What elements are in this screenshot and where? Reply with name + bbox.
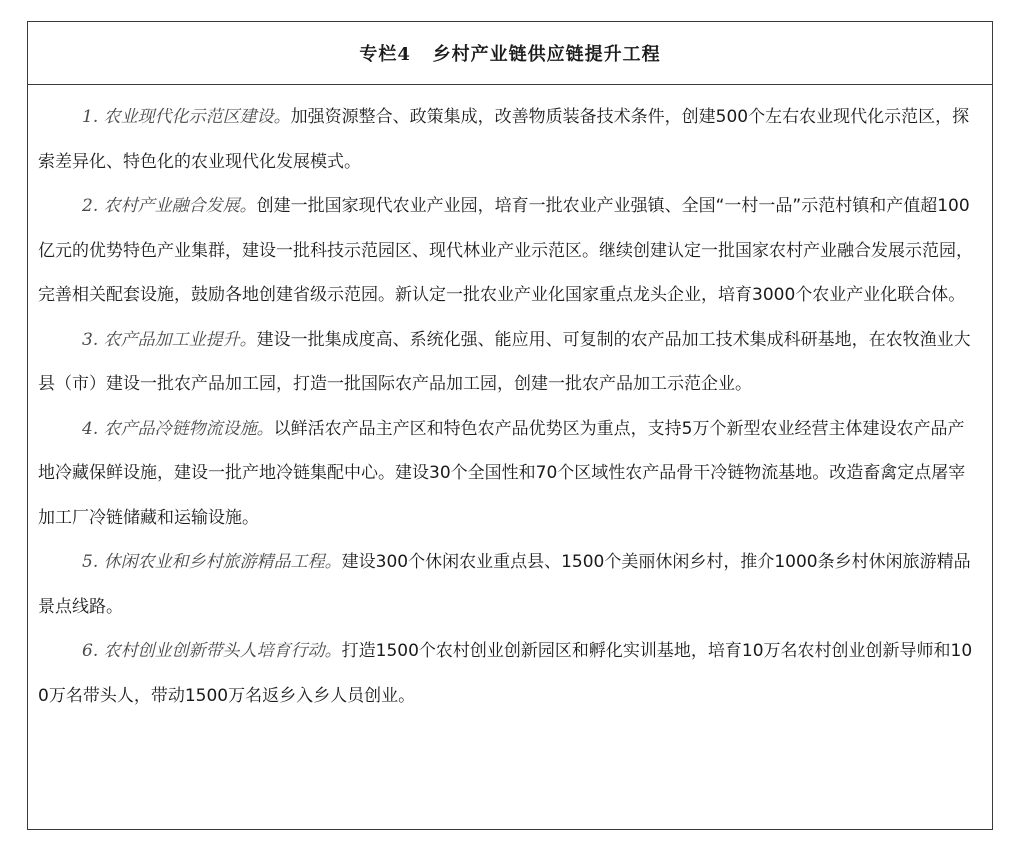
item-text: 建设300个休闲农业重点县、1500个美丽休闲乡村，推介1000条乡村休闲旅游精品景点线路。 [38, 552, 971, 617]
item-heading: 6. 农村创业创新带头人培育行动。 [82, 641, 342, 661]
item-heading: 3. 农产品加工业提升。 [82, 329, 257, 350]
item-cold-chain-logistics [38, 407, 980, 541]
item-text: 打造1500个农村创业创新园区和孵化实训基地，培育10万名农村创业创新导师和100万名带头人，带动1500万名返乡入乡人员创业。 [38, 641, 973, 706]
item-rural-industry-integration [38, 184, 980, 318]
item-text: 建设一批集成度高、系统化强、能应用、可复制的农产品加工技术集成科研基地，在农牧渔业大县（市）建设一批农产品加工园，打造一批国际农产品加工园，创建一批农产品加工示范企业。 [38, 329, 971, 394]
item-text: 创建一批国家现代农业产业园，培育一批农业产业强镇、全国“一村一品”示范村镇和产值超100亿元的优势特色产业集群，建设一批科技示范园区、现代林业产业示范区。继续创建认定一批国家农村产业融合发展示范园，完善相关配套设施，鼓励各地创建省级示范园。新认定一批农业产业化国家重点龙头企业，培育3000个农业产业化联合体。 [38, 196, 973, 305]
item-agri-processing-upgrade [38, 318, 980, 407]
item-heading: 1. 农业现代化示范区建设。 [82, 107, 291, 127]
panel-title: 专栏4 乡村产业链供应链提升工程 [359, 44, 661, 65]
panel-header [28, 22, 992, 85]
item-text: 以鲜活农产品主产区和特色农产品优势区为重点，支持5万个新型农业经营主体建设农产品产地冷藏保鲜设施，建设一批产地冷链集配中心。建设30个全国性和70个区域性农产品骨干冷链物流基地。改造畜禽定点屠宰加工厂冷链储藏和运输设施。 [38, 418, 966, 528]
item-text: 加强资源整合、政策集成，改善物质装备技术条件，创建500个左右农业现代化示范区，探索差异化、特色化的农业现代化发展模式。 [38, 107, 970, 172]
item-heading: 5. 休闲农业和乡村旅游精品工程。 [82, 552, 342, 572]
item-entrepreneur-cultivation [38, 629, 980, 718]
item-leisure-agri-tourism [38, 540, 980, 629]
item-heading: 4. 农产品冷链物流设施。 [82, 418, 274, 439]
panel-body [28, 85, 992, 718]
item-agri-modernization-zone [38, 95, 980, 184]
column-panel [27, 21, 993, 830]
item-heading: 2. 农村产业融合发展。 [82, 196, 257, 216]
